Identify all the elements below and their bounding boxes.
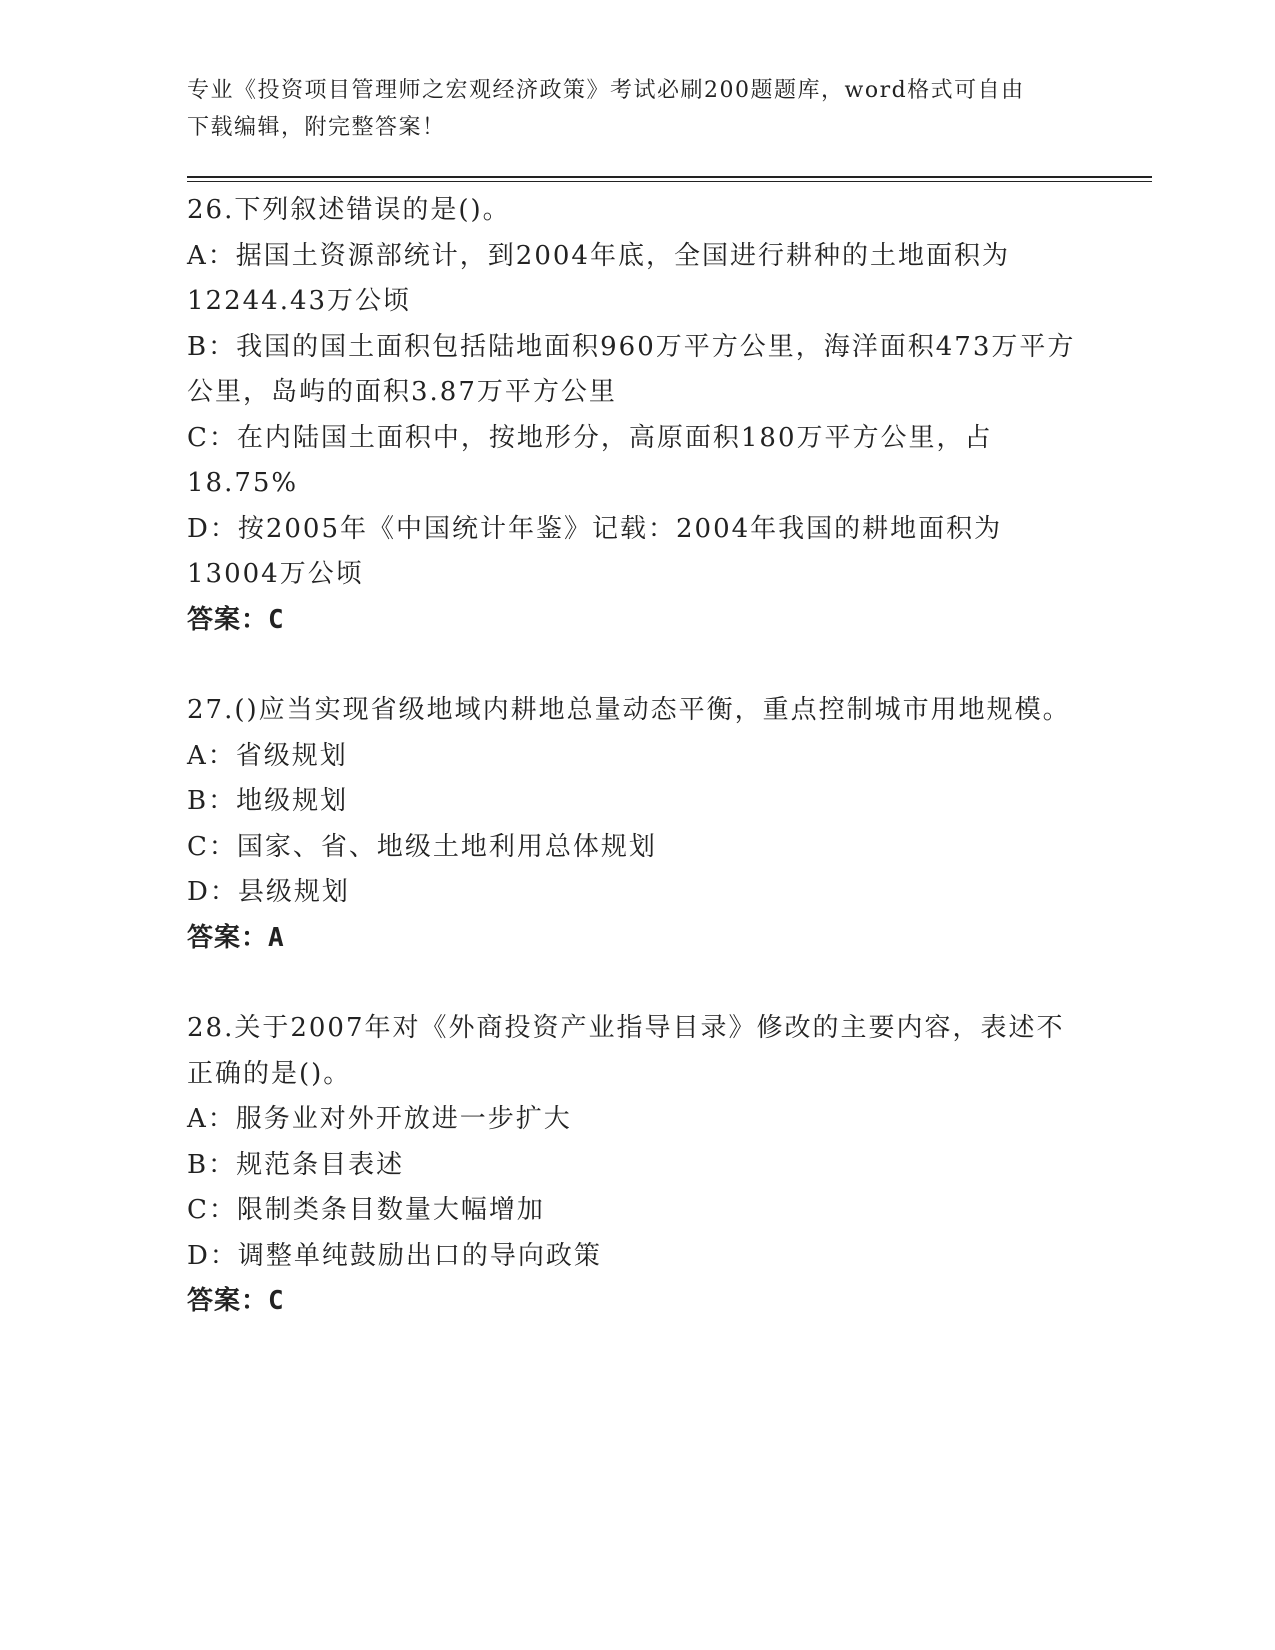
question-27	[187, 688, 1087, 961]
header-divider-thick	[187, 176, 1152, 178]
question-26	[187, 188, 1087, 643]
question-stem: 27.()应当实现省级地域内耕地总量动态平衡，重点控制城市用地规模。	[187, 695, 1071, 725]
header-line-1: 专业《投资项目管理师之宏观经济政策》考试必刷200题题库，word格式可自由	[187, 78, 1025, 103]
option-b: B：我国的国土面积包括陆地面积960万平方公里，海洋面积473万平方公里，岛屿的面积3.87万平方公里	[187, 331, 1076, 407]
answer-line: 答案：C	[187, 1286, 285, 1316]
option-a: A：服务业对外开放进一步扩大	[187, 1104, 572, 1134]
question-stem: 28.关于2007年对《外商投资产业指导目录》修改的主要内容，表述不正确的是()。	[187, 1013, 1065, 1089]
option-c: C：限制类条目数量大幅增加	[187, 1195, 545, 1225]
header-divider-thin	[187, 181, 1152, 182]
option-d: D：调整单纯鼓励出口的导向政策	[187, 1240, 602, 1271]
answer-line: 答案：A	[187, 922, 285, 953]
option-a: A：省级规划	[187, 740, 348, 771]
answer-line: 答案：C	[187, 604, 285, 635]
header-line-2: 下载编辑，附完整答案！	[187, 115, 446, 140]
question-28	[187, 1006, 1087, 1325]
option-c: C：在内陆国土面积中，按地形分，高原面积180万平方公里，占18.75%	[187, 422, 993, 498]
option-c: C：国家、省、地级土地利用总体规划	[187, 831, 657, 862]
document-header	[187, 72, 1067, 146]
question-list	[187, 188, 1087, 1325]
option-a: A：据国土资源部统计，到2004年底，全国进行耕种的土地面积为12244.43万公顷	[187, 240, 1010, 316]
question-stem: 26.下列叙述错误的是()。	[187, 195, 511, 225]
option-b: B：地级规划	[187, 786, 349, 816]
option-b: B：规范条目表述	[187, 1149, 405, 1180]
option-d: D：按2005年《中国统计年鉴》记载：2004年我国的耕地面积为13004万公顷	[187, 513, 1003, 589]
option-d: D：县级规划	[187, 877, 350, 907]
